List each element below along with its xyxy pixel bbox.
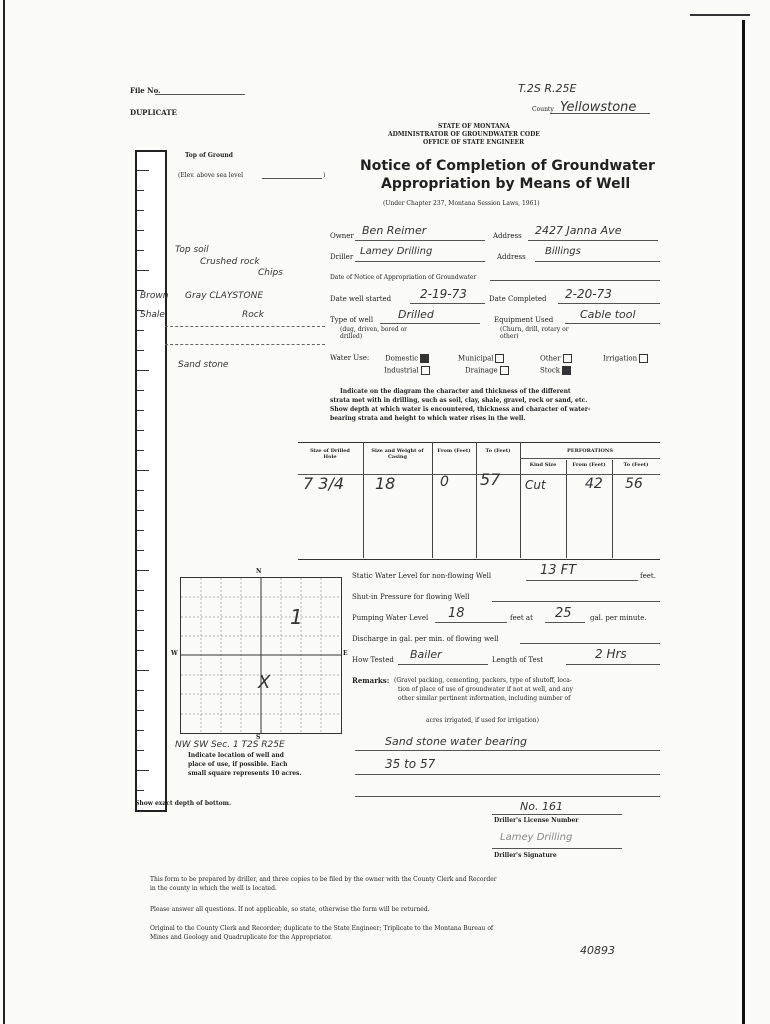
log-divider-2 <box>165 344 325 345</box>
water-use-domestic[interactable] <box>385 354 431 363</box>
depth-tick <box>137 430 144 431</box>
remarks-text-4: acres irrigated, if used for irrigation) <box>426 717 539 724</box>
depth-tick <box>137 350 144 351</box>
irrigation-checkbox[interactable] <box>639 354 648 363</box>
section-number-mark: 1 <box>290 605 303 629</box>
depth-tick <box>137 490 144 491</box>
stock-label: Stock <box>540 366 560 375</box>
depth-tick <box>137 770 149 771</box>
owner-address-label: Address <box>493 232 522 240</box>
water-use-stock[interactable] <box>540 366 573 375</box>
agency-line3: OFFICE OF STATE ENGINEER <box>423 139 525 146</box>
depth-tick <box>137 730 144 731</box>
length-line <box>566 664 660 665</box>
static-unit: feet. <box>640 572 656 580</box>
remarks-text-1: (Gravel packing, cementing, packers, type of shutoff, loca- <box>394 677 572 684</box>
completed-label: Date Completed <box>489 295 547 303</box>
map-north: N <box>256 568 262 575</box>
depth-tick <box>137 590 144 591</box>
started-value: 2-19-73 <box>420 287 467 301</box>
pumping-value: 18 <box>448 606 465 621</box>
equipment-label: Equipment Used <box>494 316 554 324</box>
shutin-line <box>492 601 660 602</box>
tested-value: Bailer <box>410 648 442 661</box>
license-label: Driller's License Number <box>494 817 579 824</box>
col-divider <box>363 442 364 558</box>
cell-perf-to: 56 <box>625 476 643 492</box>
th-perf-from: From (Feet) <box>572 462 606 468</box>
depth-tick <box>137 530 144 531</box>
depth-tick <box>137 190 144 191</box>
industrial-label: Industrial <box>384 366 419 375</box>
header-divider <box>298 474 660 475</box>
depth-tick <box>137 450 144 451</box>
depth-tick <box>137 790 144 791</box>
depth-tick <box>137 270 149 271</box>
type-note: (dug, driven, bored or drilled) <box>340 326 408 340</box>
th-to: To (Feet) <box>485 448 511 454</box>
township-range: T.2S R.25E <box>518 82 577 95</box>
shutin-label: Shut-in Pressure for flowing Well <box>352 593 470 601</box>
drainage-label: Drainage <box>465 366 498 375</box>
instructions-4: bearing strata and height to which water rises in the well. <box>330 415 526 422</box>
duplicate-label: DUPLICATE <box>130 108 177 117</box>
footer-p2: Please answer all questions. If not applicable, so state, otherwise the form will be returned. <box>150 906 430 913</box>
pumping-rate: 25 <box>555 606 572 621</box>
top-edge <box>690 14 750 16</box>
pumping-mid: feet at <box>510 614 533 622</box>
water-use-industrial[interactable] <box>384 366 432 375</box>
map-caption-2: place of use, if possible. Each <box>188 761 288 768</box>
depth-tick <box>137 230 144 231</box>
col-divider <box>432 442 433 558</box>
remarks-text-2: tion of place of use of groundwater if not at well, and any <box>398 686 573 693</box>
footer-p1b: in the county in which the well is located. <box>150 885 277 892</box>
water-use-other[interactable] <box>540 354 574 363</box>
map-west: W <box>171 650 178 657</box>
th-casing: Size and Weight of Casing <box>371 448 424 460</box>
owner-address-value: 2427 Janna Ave <box>535 224 622 237</box>
owner-address-line <box>528 240 658 241</box>
depth-tick <box>137 550 144 551</box>
cell-casing: 18 <box>375 474 396 493</box>
depth-tick <box>137 750 144 751</box>
other-checkbox[interactable] <box>563 354 572 363</box>
log-entry-5: Gray CLAYSTONE <box>185 291 264 301</box>
th-hole: Size of Drilled Hole <box>310 448 350 460</box>
th-from: From (Feet) <box>437 448 471 454</box>
owner-value: Ben Reimer <box>362 224 427 237</box>
irrigation-label: Irrigation <box>603 354 638 363</box>
remarks-text-3: other similar pertinent information, including number of <box>398 695 571 702</box>
depth-tick <box>137 630 144 631</box>
completed-value: 2-20-73 <box>565 287 612 301</box>
depth-tick <box>137 650 144 651</box>
depth-tick <box>137 210 144 211</box>
signature-line <box>492 848 622 849</box>
water-use-irrigation[interactable] <box>603 354 650 363</box>
map-east: E <box>343 650 348 657</box>
owner-line <box>355 240 485 241</box>
log-entry-2: Crushed rock <box>200 257 260 267</box>
equipment-line <box>565 323 660 324</box>
elevation-label: (Elev. above sea level <box>178 172 244 179</box>
started-line <box>410 303 485 304</box>
equipment-value: Cable tool <box>580 308 636 321</box>
static-line <box>526 580 638 581</box>
perf-divider <box>520 458 660 459</box>
section-map <box>180 577 342 734</box>
form-title-line2: Appropriation by Means of Well <box>381 176 631 192</box>
form-title-line1: Notice of Completion of Groundwater <box>360 158 655 174</box>
col-divider <box>520 442 521 558</box>
th-perf-to: To (Feet) <box>623 462 649 468</box>
depth-tick <box>137 410 144 411</box>
notice-date-label: Date of Notice of Appropriation of Groundwater <box>330 274 477 281</box>
water-use-drainage[interactable] <box>465 366 511 375</box>
signature-label: Driller's Signature <box>494 852 557 859</box>
instructions-2: strata met with in drilling, such as soil, clay, shale, gravel, rock or sand, etc. <box>330 397 588 404</box>
license-value: No. 161 <box>520 800 563 813</box>
remarks-label: Remarks: <box>352 676 390 685</box>
location-value: NW SW Sec. 1 T2S R25E <box>175 740 285 750</box>
type-value: Drilled <box>398 308 434 321</box>
th-perforations: PERFORATIONS <box>567 448 613 454</box>
equipment-note: (Churn, drill, rotary or other) <box>500 326 569 340</box>
cell-perf-from: 42 <box>585 476 603 492</box>
cell-kind: Cut <box>525 478 546 492</box>
license-line <box>492 814 622 815</box>
col-divider <box>476 442 477 558</box>
agency-line2: ADMINISTRATOR OF GROUNDWATER CODE <box>388 131 540 138</box>
depth-tick <box>137 330 144 331</box>
depth-tick <box>137 370 149 371</box>
length-value: 2 Hrs <box>595 647 627 661</box>
domestic-checkbox[interactable] <box>420 354 429 363</box>
tested-label: How Tested <box>352 656 394 664</box>
section-map-grid <box>181 578 341 733</box>
county-value: Yellowstone <box>560 100 637 115</box>
drainage-checkbox[interactable] <box>500 366 509 375</box>
cell-to: 57 <box>480 470 501 489</box>
municipal-label: Municipal <box>458 354 494 363</box>
footer-number: 40893 <box>580 944 615 957</box>
static-value: 13 FT <box>540 563 577 578</box>
notice-date-line <box>490 280 660 281</box>
driller-address-label: Address <box>497 253 526 261</box>
municipal-checkbox[interactable] <box>495 354 504 363</box>
right-border <box>742 20 745 1024</box>
tested-line <box>398 664 488 665</box>
depth-tick <box>137 570 149 571</box>
static-label: Static Water Level for non-flowing Well <box>352 572 492 580</box>
discharge-line <box>520 643 660 644</box>
type-label: Type of well <box>330 316 374 324</box>
driller-label: Driller <box>330 253 354 261</box>
owner-label: Owner <box>330 232 354 240</box>
length-label: Length of Test <box>492 656 544 664</box>
domestic-label: Domestic <box>385 354 419 363</box>
left-border <box>3 0 5 1024</box>
log-entry-6: Shale <box>140 310 165 320</box>
depth-tick <box>137 510 144 511</box>
log-entry-3: Chips <box>258 268 283 278</box>
driller-address-value: Billings <box>545 246 581 257</box>
agency-line1: STATE OF MONTANA <box>438 123 510 130</box>
signature-value: Lamey Drilling <box>500 832 573 843</box>
elevation-line <box>262 178 322 179</box>
depth-tick <box>137 670 149 671</box>
form-subtitle: (Under Chapter 237, Montana Session Laws, 1961) <box>383 200 540 207</box>
stock-checkbox[interactable] <box>562 366 571 375</box>
water-use-label: Water Use: <box>330 354 370 362</box>
driller-value: Lamey Drilling <box>360 246 433 257</box>
pumping-label: Pumping Water Level <box>352 614 429 622</box>
industrial-checkbox[interactable] <box>421 366 430 375</box>
driller-line <box>355 261 485 262</box>
other-label: Other <box>540 354 561 363</box>
elevation-close: ) <box>323 172 326 179</box>
depth-tick <box>137 170 149 171</box>
file-no-label: File No. <box>130 86 161 95</box>
bottom-depth-label: Show exact depth of bottom. <box>135 800 232 807</box>
th-kind: Kind Size <box>529 462 557 468</box>
remarks-hand-1: Sand stone water bearing <box>385 735 528 748</box>
map-caption-3: small square represents 10 acres. <box>188 770 302 777</box>
cell-from: 0 <box>440 474 449 490</box>
remarks-line-1 <box>355 750 660 751</box>
started-label: Date well started <box>330 295 392 303</box>
log-entry-4: Brown <box>140 291 169 301</box>
footer-p3b: Mines and Geology and Quadruplicate for the Appropriator. <box>150 934 333 941</box>
remarks-line-2 <box>355 774 660 775</box>
pumping-line <box>435 622 507 623</box>
well-location-mark: X <box>258 672 271 693</box>
type-line <box>380 323 480 324</box>
discharge-label: Discharge in gal. per min. of flowing well <box>352 635 499 643</box>
cell-hole: 7 3/4 <box>303 474 345 493</box>
depth-tick <box>137 690 144 691</box>
log-entry-7: Rock <box>242 310 264 320</box>
footer-p1a: This form to be prepared by driller, and three copies to be filed by the owner with the County Clerk and Recorder <box>150 876 497 883</box>
depth-tick <box>137 390 144 391</box>
remarks-hand-2: 35 to 57 <box>385 757 436 771</box>
top-of-ground-label: Top of Ground <box>185 152 233 159</box>
remarks-line-3 <box>355 796 660 797</box>
footer-p3a: Original to the County Clerk and Recorder; duplicate to the State Engineer; Triplicate to the Montana Bureau of <box>150 925 494 932</box>
instructions-1: Indicate on the diagram the character and thickness of the different <box>340 388 571 395</box>
instructions-3: Show depth at which water is encountered, thickness and character of water- <box>330 406 591 413</box>
log-entry-1: Top soil <box>175 245 209 255</box>
water-use-municipal[interactable] <box>458 354 506 363</box>
file-no-line <box>155 94 245 95</box>
county-line <box>550 113 650 114</box>
county-label: County <box>532 106 554 113</box>
depth-tick <box>137 470 149 471</box>
pumping-rate-line <box>545 622 585 623</box>
log-divider-1 <box>165 326 325 327</box>
driller-address-line <box>535 261 660 262</box>
map-caption-1: Indicate location of well and <box>188 752 284 759</box>
depth-tick <box>137 710 144 711</box>
pumping-unit: gal. per minute. <box>590 614 647 622</box>
depth-tick <box>137 250 144 251</box>
log-entry-8: Sand stone <box>178 360 229 370</box>
depth-tick <box>137 610 144 611</box>
completed-line <box>558 303 660 304</box>
map-south: S <box>256 734 261 741</box>
